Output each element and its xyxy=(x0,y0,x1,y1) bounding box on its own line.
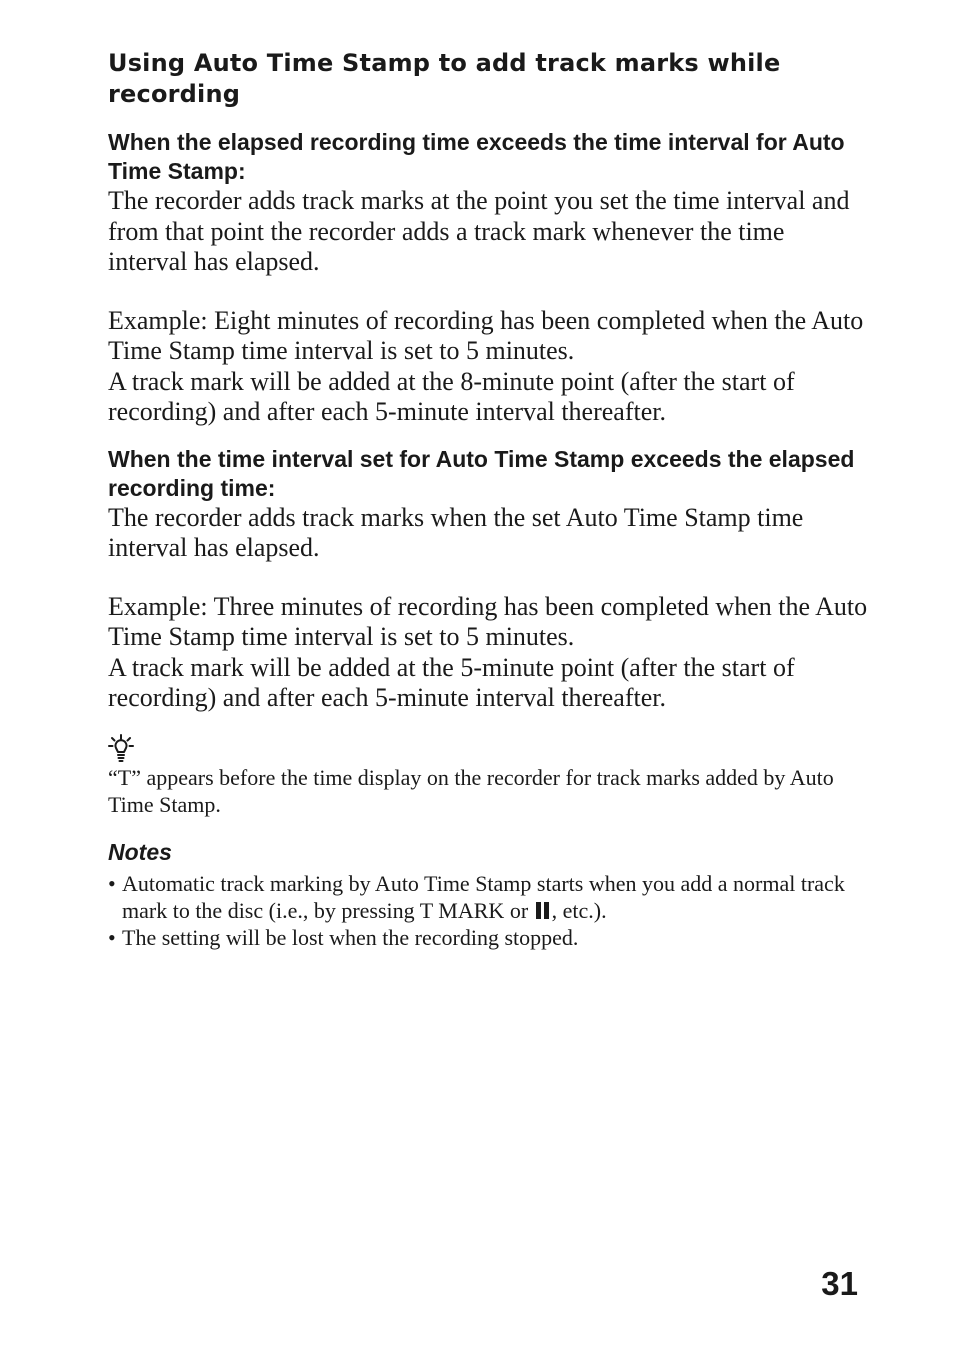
section-elapsed-exceeds xyxy=(108,128,868,428)
note-text: The setting will be lost when the recording stopped. xyxy=(122,924,579,950)
section-heading: When the time interval set for Auto Time Stamp exceeds the elapsed recording time: xyxy=(108,445,855,501)
example-paragraph: Example: Eight minutes of recording has been completed when the Auto Time Stamp time interval is set to 5 minutes. xyxy=(108,305,864,365)
notes-heading: Notes xyxy=(108,838,172,865)
manual-page xyxy=(108,48,868,951)
pause-icon xyxy=(536,902,550,919)
page-title: Using Auto Time Stamp to add track marks while recording xyxy=(108,49,781,108)
section-paragraph: The recorder adds track marks when the set Auto Time Stamp time interval has elapsed. xyxy=(108,502,804,562)
note-text: Automatic track marking by Auto Time Stamp starts when you add a normal track mark to the disc (i.e., by pressing T MARK or xyxy=(122,870,845,923)
note-item xyxy=(108,924,868,951)
note-text-end: , etc.). xyxy=(551,897,607,923)
bullet: • xyxy=(108,870,116,896)
example-result-paragraph: A track mark will be added at the 8-minute point (after the start of recording) and after each 5-minute interval thereafter. xyxy=(108,366,795,426)
section-heading: When the elapsed recording time exceeds the time interval for Auto Time Stamp: xyxy=(108,129,845,184)
note-item xyxy=(108,870,868,924)
section-interval-exceeds xyxy=(108,445,868,714)
example-paragraph: Example: Three minutes of recording has been completed when the Auto Time Stamp time interval is set to 5 minutes. xyxy=(108,591,868,651)
page-number: 31 xyxy=(821,1265,858,1302)
example-result-paragraph: A track mark will be added at the 5-minute point (after the start of recording) and after each 5-minute interval thereafter. xyxy=(108,652,795,712)
bullet: • xyxy=(108,924,116,950)
section-paragraph: The recorder adds track marks at the point you set the time interval and from that point the recorder adds a track mark whenever the time interval has elapsed. xyxy=(108,186,850,276)
hint-text: “T” appears before the time display on the recorder for track marks added by Auto Time Stamp. xyxy=(108,764,834,817)
notes-list xyxy=(108,870,868,951)
hint-bulb-icon xyxy=(108,734,134,764)
